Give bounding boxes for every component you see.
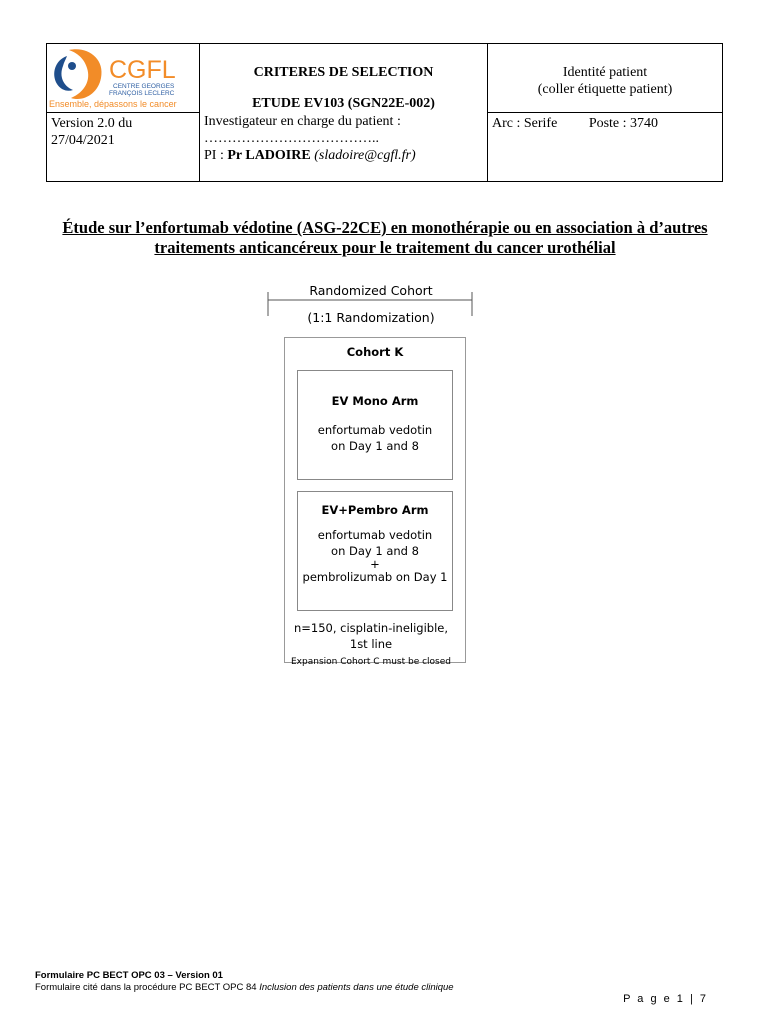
- pi-prefix: PI :: [204, 147, 228, 163]
- investigator-dots: ………………………………..: [204, 130, 379, 146]
- expansion-note: Expansion Cohort C must be closed: [291, 657, 451, 667]
- logo-cell: [47, 44, 200, 113]
- identity-sublabel: (coller étiquette patient): [537, 82, 673, 97]
- randomization-label: (1:1 Randomization): [307, 310, 435, 325]
- arc-cell: [488, 113, 723, 182]
- ev-pembro-arm-box: [297, 491, 453, 611]
- pembro-drug: pembrolizumab on Day 1: [302, 570, 448, 584]
- ev-pembro-drug: enfortumab vedotin: [317, 528, 433, 542]
- identity-cell: [488, 44, 723, 113]
- ev-mono-drug: enfortumab vedotin: [317, 423, 433, 437]
- logo-brand: CGFL: [109, 56, 176, 84]
- footer-cited: [35, 982, 454, 993]
- pi-name: Pr LADOIRE: [227, 147, 311, 163]
- cgfl-logo-icon: [47, 44, 197, 112]
- population-line2: 1st line: [349, 637, 393, 651]
- footer-form-title: Formulaire PC BECT OPC 03 – Version 01: [35, 970, 223, 981]
- poste-number: Poste : 3740: [588, 116, 659, 131]
- pi-email: (sladoire@cgfl.fr): [314, 147, 416, 163]
- version-line1: Version 2.0 du: [51, 116, 133, 131]
- pi-line: [204, 147, 483, 164]
- investigator-cell: [200, 113, 488, 182]
- randomized-cohort-label: Randomized Cohort: [309, 283, 433, 298]
- investigator-label: Investigateur en charge du patient :: [204, 113, 401, 129]
- ev-mono-arm-title: EV Mono Arm: [331, 394, 419, 408]
- version-date: 27/04/2021: [51, 133, 115, 148]
- footer-cited-prefix: Formulaire cité dans la procédure PC BECT OPC 84: [35, 982, 260, 993]
- ev-pembro-schedule: on Day 1 and 8: [331, 544, 419, 558]
- heading-cell: [200, 44, 488, 113]
- study-diagram: [260, 280, 482, 672]
- ev-pembro-plus: +: [370, 557, 380, 571]
- footer-cited-procedure: Inclusion des patients dans une étude clinique: [259, 982, 454, 993]
- identity-label: Identité patient: [562, 65, 648, 80]
- ev-mono-schedule: on Day 1 and 8: [331, 439, 419, 453]
- logo-line1: CENTRE GEORGES: [113, 83, 175, 90]
- arc-contact: Arc : Serife: [492, 116, 558, 131]
- logo-line2: FRANÇOIS LECLERC: [109, 90, 175, 97]
- population-line1: n=150, cisplatin-ineligible,: [293, 621, 449, 635]
- ev-mono-arm-box: [297, 370, 453, 480]
- document-title: Étude sur l’enfortumab védotine (ASG-22CE) en monothérapie ou en association à d’autres traitements anticancéreux pour le traitement du cancer urothélial: [62, 218, 708, 257]
- cohort-k-title: Cohort K: [346, 345, 404, 359]
- header-table: [46, 43, 723, 182]
- heading-criteria: CRITERES DE SELECTION: [253, 65, 434, 80]
- ev-pembro-arm-title: EV+Pembro Arm: [321, 503, 429, 517]
- cgfl-logo: [47, 44, 197, 112]
- heading-study: ETUDE EV103 (SGN22E-002): [252, 96, 435, 111]
- logo-tagline: Ensemble, dépassons le cancer: [49, 99, 177, 109]
- page-number: P a g e 1 | 7: [623, 993, 708, 1005]
- version-cell: [47, 113, 200, 182]
